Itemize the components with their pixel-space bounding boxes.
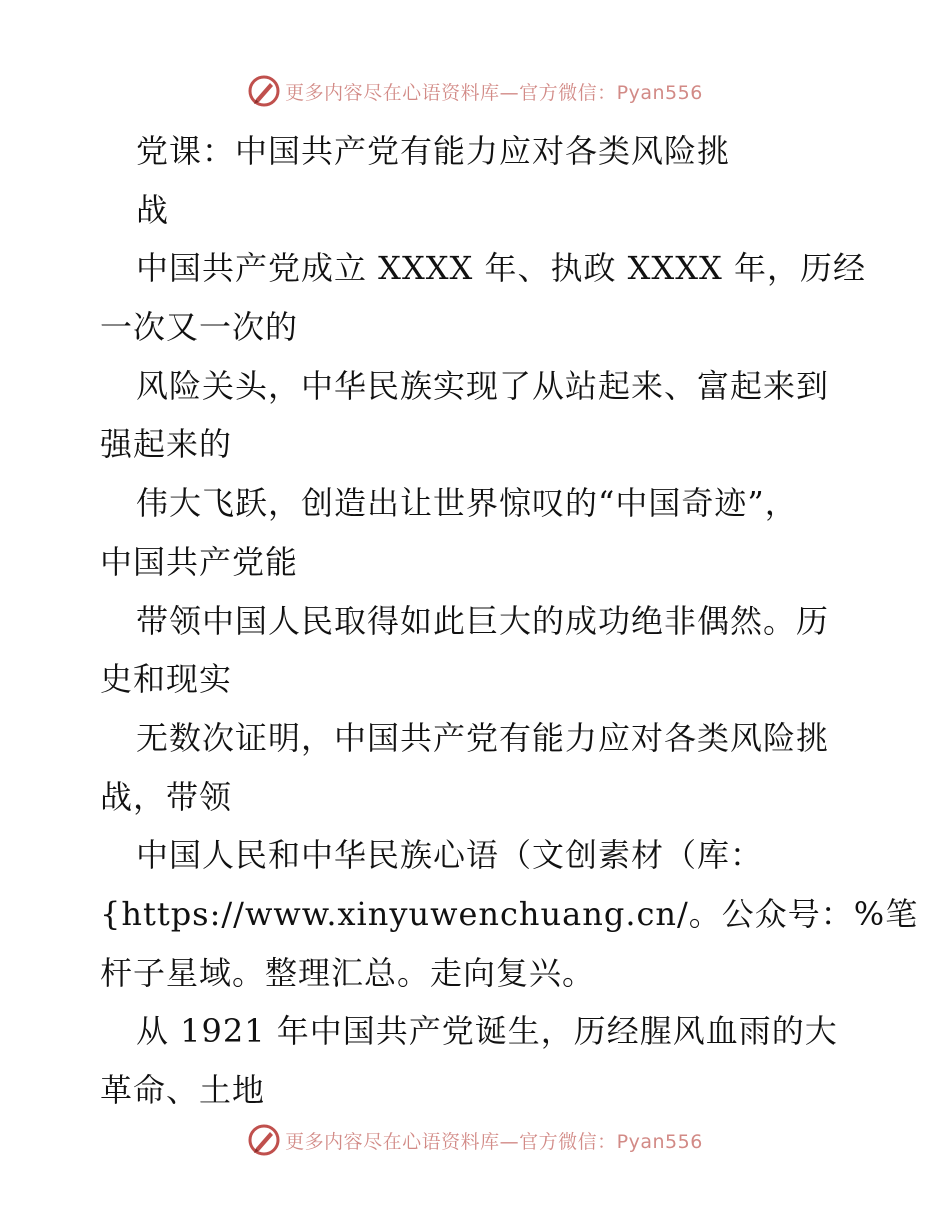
document-title-line-2: 战 xyxy=(136,190,170,229)
paragraph-line: 从 1921 年中国共产党诞生，历经腥风血雨的大 xyxy=(136,1012,838,1051)
document-title-line-1: 党课：中国共产党有能力应对各类风险挑 xyxy=(136,132,731,170)
paragraph-line: 无数次证明，中国共产党有能力应对各类风险挑 xyxy=(136,718,830,757)
paragraph-line: 杆子星域。整理汇总。走向复兴。 xyxy=(100,953,596,992)
paragraph-line: 伟大飞跃，创造出让世界惊叹的“中国奇迹”， xyxy=(136,484,798,523)
paragraph-line: 强起来的 xyxy=(100,425,233,464)
pen-logo-icon xyxy=(247,74,281,108)
paragraph-line: 一次又一次的 xyxy=(100,308,299,347)
paragraph-line: 战，带领 xyxy=(100,777,233,816)
paragraph-line: 中国共产党成立 XXXX 年、执政 XXXX 年，历经 xyxy=(136,249,866,288)
paragraph-line: 中国人民和中华民族心语（文创素材（库： xyxy=(136,836,764,875)
header-banner-text: 更多内容尽在心语资料库—官方微信：Pyan556 xyxy=(285,81,703,104)
paragraph-line: {https://www.xinyuwenchuang.cn/。公众号：%笔 xyxy=(100,894,919,933)
paragraph-line: 带领中国人民取得如此巨大的成功绝非偶然。历 xyxy=(136,601,830,640)
pen-logo-icon xyxy=(247,1123,281,1157)
paragraph-line: 中国共产党能 xyxy=(100,542,299,581)
paragraph-line: 革命、土地 xyxy=(100,1071,266,1109)
header-banner xyxy=(0,71,950,111)
footer-banner-text: 更多内容尽在心语资料库—官方微信：Pyan556 xyxy=(285,1130,703,1153)
paragraph-line: 史和现实 xyxy=(100,660,233,699)
footer-banner xyxy=(0,1120,950,1160)
document-body xyxy=(100,122,919,1120)
paragraph-line: 风险关头，中华民族实现了从站起来、富起来到 xyxy=(136,366,830,405)
